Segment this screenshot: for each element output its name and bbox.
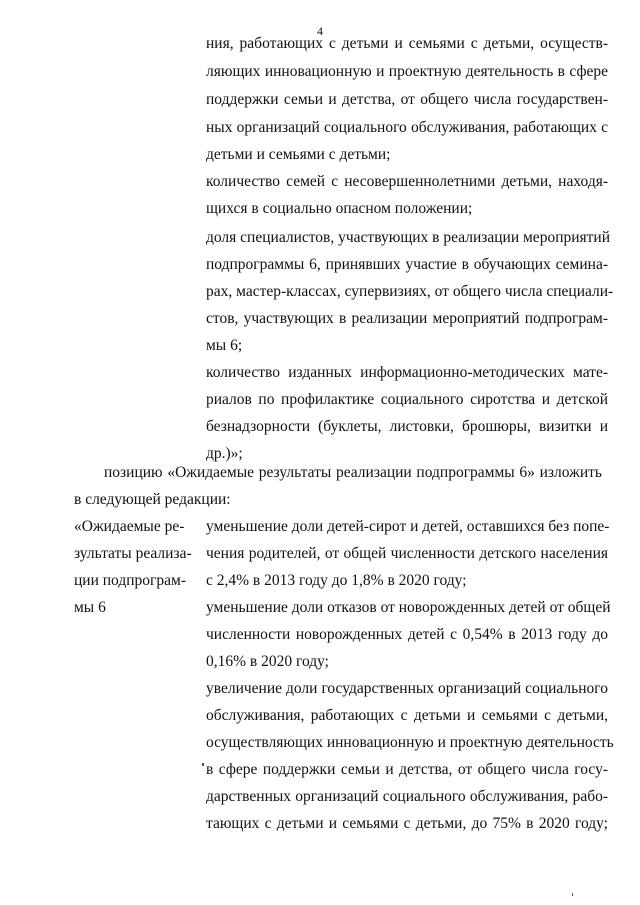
text-line: в сфере поддержки семьи и детства, от общего числа госу- — [206, 761, 608, 778]
text-line: детьми и семьями с детьми; — [206, 146, 391, 163]
text-line: др.)»; — [206, 445, 243, 462]
text-line: доля специалистов, участвующих в реализации мероприятий — [206, 229, 611, 246]
text-line: чения родителей, от общей численности детского населения — [206, 545, 608, 562]
text-line: обслуживания, работающих с детьми и семьями с детьми, — [206, 707, 608, 724]
text-line: щихся в социально опасном положении; — [206, 200, 473, 217]
text-line: с 2,4% в 2013 году до 1,8% в 2020 году; — [206, 572, 467, 589]
page-number: 4 — [317, 24, 323, 38]
text-line: рах, мастер-классах, супервизиях, от общего числа специали- — [206, 283, 614, 300]
text-line: осуществляющих инновационную и проектную деятельность — [206, 734, 614, 751]
text-line: 0,16% в 2020 году; — [206, 653, 329, 670]
text-line: количество изданных информационно-методических мате- — [206, 364, 608, 381]
text-line: ляющих инновационную и проектную деятельность в сфере — [206, 63, 608, 80]
text-line: риалов по профилактике социального сиротства и детской — [206, 391, 608, 408]
text-line: позицию «Ожидаемые результаты реализации подпрограммы 6» изложить — [104, 464, 602, 481]
text-line: уменьшение доли детей-сирот и детей, оставшихся без попе- — [206, 518, 610, 535]
text-line: тающих с детьми и семьями с детьми, до 75% в 2020 году; — [206, 815, 608, 832]
text-line: подпрограммы 6, принявших участие в обучающих семина- — [206, 256, 608, 273]
text-line: дарственных организаций социального обслуживания, рабо- — [206, 788, 608, 805]
text-line: поддержки семьи и детства, от общего числа государствен- — [206, 91, 608, 108]
scan-speck — [572, 893, 573, 896]
text-line: безнадзорности (буклеты, листовки, брошюры, визитки и — [206, 418, 608, 435]
text-line: увеличение доли государственных организаций социального — [206, 680, 608, 697]
text-line: в следующей редакции: — [74, 491, 231, 508]
label-line: ции подпрограм- — [74, 572, 186, 589]
text-line: численности новорожденных детей с 0,54% в 2013 году до — [206, 626, 608, 643]
scan-speck — [202, 763, 204, 766]
label-line: зультаты реализа- — [74, 545, 192, 562]
label-line: мы 6 — [74, 599, 106, 616]
label-line: «Ожидаемые ре- — [74, 518, 185, 535]
text-line: количество семей с несовершеннолетними детьми, находя- — [206, 173, 608, 190]
text-line: стов, участвующих в реализации мероприятий подпрограм- — [206, 310, 608, 327]
text-line: ния, работающих с детьми и семьями с детьми, осуществ- — [206, 35, 608, 52]
text-line: уменьшение доли отказов от новорожденных детей от общей — [206, 599, 611, 616]
text-line: мы 6; — [206, 337, 243, 354]
text-line: ных организаций социального обслуживания, работающих с — [206, 119, 608, 136]
